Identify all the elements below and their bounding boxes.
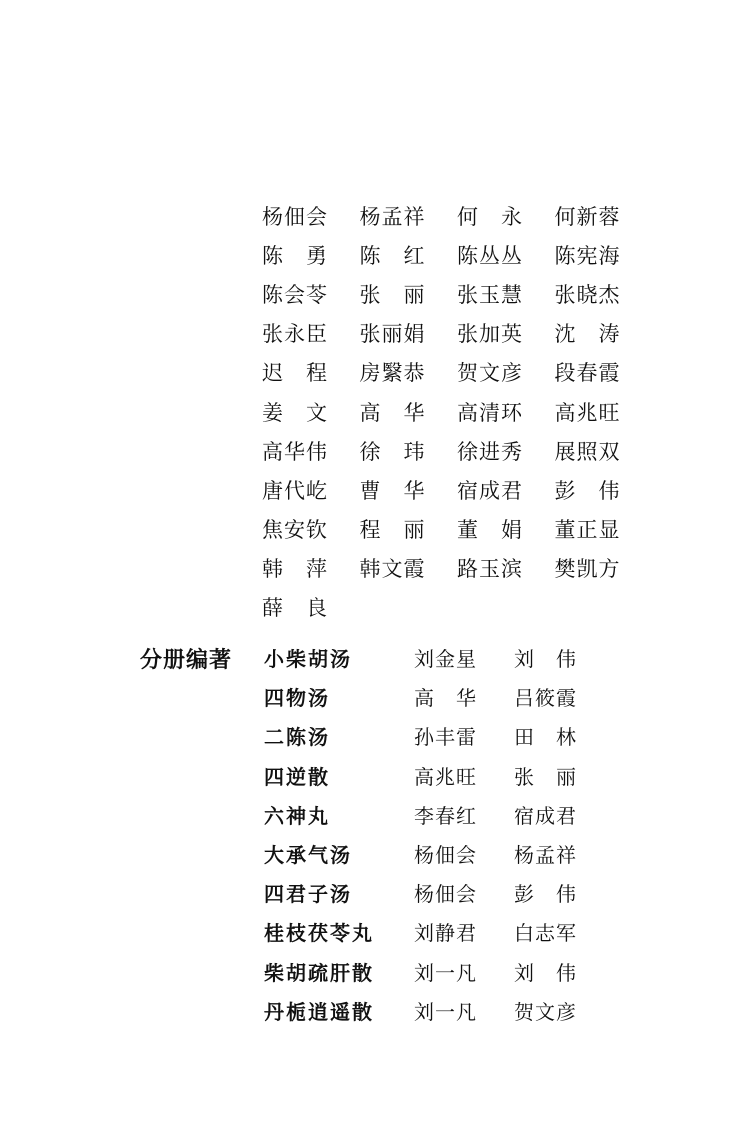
contributor-name: 韩 萍 (262, 557, 328, 582)
volume-title: 大承气汤 (264, 843, 352, 868)
author-name: 白志军 (514, 921, 577, 946)
name-row (262, 549, 652, 588)
volume-row (264, 912, 624, 951)
contributor-name: 段春霞 (554, 361, 621, 386)
name-row (262, 196, 652, 235)
name-row (262, 235, 652, 274)
volume-list (264, 638, 624, 1030)
volume-title: 小柴胡汤 (264, 647, 352, 672)
volume-title: 桂枝茯苓丸 (264, 921, 374, 946)
author-name: 高兆旺 (414, 764, 477, 789)
contributor-name: 陈会苓 (262, 282, 328, 307)
contributor-name: 房繄恭 (359, 361, 426, 386)
contributor-name: 高 华 (359, 400, 426, 425)
author-name: 高 华 (414, 686, 477, 711)
name-row (262, 314, 652, 353)
author-name: 孙丰雷 (414, 725, 477, 750)
author-name: 田 林 (514, 725, 577, 750)
contributor-name: 曹 华 (359, 478, 426, 503)
contributor-name: 高兆旺 (554, 400, 621, 425)
contributor-name: 何新蓉 (554, 204, 621, 229)
contributor-name: 张丽娟 (359, 322, 426, 347)
volume-title: 丹栀逍遥散 (264, 999, 374, 1024)
contributor-name: 董 娟 (457, 518, 523, 543)
contributor-name: 韩文霞 (359, 557, 426, 582)
volume-title: 四物汤 (264, 686, 330, 711)
contributor-name-grid (262, 196, 652, 627)
contributor-name: 董正显 (554, 518, 621, 543)
contributor-name: 张晓杰 (554, 282, 621, 307)
contributor-name: 展照双 (554, 439, 621, 464)
author-name: 刘 伟 (514, 647, 577, 672)
author-name: 杨佃会 (414, 843, 477, 868)
author-name: 刘 伟 (514, 960, 577, 985)
contributor-name: 陈 红 (359, 243, 426, 268)
author-name: 张 丽 (514, 764, 577, 789)
contributor-name: 陈 勇 (262, 243, 328, 268)
volume-row (264, 952, 624, 991)
volume-title: 六神丸 (264, 803, 330, 828)
contributor-name: 高清环 (457, 400, 523, 425)
contributor-name: 唐代屹 (262, 478, 328, 503)
author-name: 刘静君 (414, 921, 477, 946)
volume-title: 柴胡疏肝散 (264, 960, 374, 985)
section-label: 分册编著 (140, 648, 233, 673)
contributor-name: 徐 玮 (359, 439, 426, 464)
name-row (262, 392, 652, 431)
contributor-name: 杨佃会 (262, 204, 328, 229)
contributor-name: 程 丽 (359, 518, 426, 543)
volume-row (264, 991, 624, 1030)
volume-row (264, 873, 624, 912)
author-name: 刘一凡 (414, 960, 477, 985)
contributor-name: 张永臣 (262, 322, 328, 347)
contributor-name: 何 永 (457, 204, 523, 229)
name-row (262, 588, 652, 627)
volume-row (264, 834, 624, 873)
contributor-name: 沈 涛 (554, 322, 621, 347)
contributor-name: 张玉慧 (457, 282, 523, 307)
name-row (262, 470, 652, 509)
volume-row (264, 756, 624, 795)
contributor-name: 陈丛丛 (457, 243, 523, 268)
volume-row (264, 716, 624, 755)
volume-row (264, 795, 624, 834)
contributor-name: 迟 程 (262, 361, 328, 386)
contributor-name: 樊凯方 (554, 557, 621, 582)
contributor-name: 焦安钦 (262, 518, 328, 543)
author-name: 杨佃会 (414, 882, 477, 907)
volume-row (264, 677, 624, 716)
author-name: 贺文彦 (514, 999, 577, 1024)
name-row (262, 274, 652, 313)
volume-title: 二陈汤 (264, 725, 330, 750)
name-row (262, 353, 652, 392)
volume-row (264, 638, 624, 677)
author-name: 吕筱霞 (514, 686, 577, 711)
author-name: 宿成君 (514, 803, 577, 828)
contributor-name: 高华伟 (262, 439, 328, 464)
volume-title: 四君子汤 (264, 882, 352, 907)
author-name: 刘一凡 (414, 999, 477, 1024)
author-name: 李春红 (414, 803, 477, 828)
author-name: 杨孟祥 (514, 843, 577, 868)
contributor-name: 宿成君 (457, 478, 523, 503)
contributor-name: 徐进秀 (457, 439, 523, 464)
contributor-name: 姜 文 (262, 400, 328, 425)
contributor-name: 陈宪海 (554, 243, 621, 268)
name-row (262, 431, 652, 470)
contributor-name: 薛 良 (262, 596, 328, 621)
contributor-name: 彭 伟 (554, 478, 621, 503)
contributor-name: 张加英 (457, 322, 523, 347)
contributor-name: 杨孟祥 (359, 204, 426, 229)
contributor-name: 路玉滨 (457, 557, 523, 582)
author-name: 刘金星 (414, 647, 477, 672)
contributor-name: 张 丽 (359, 282, 426, 307)
volume-title: 四逆散 (264, 764, 330, 789)
author-name: 彭 伟 (514, 882, 577, 907)
contributor-name: 贺文彦 (457, 361, 523, 386)
name-row (262, 510, 652, 549)
